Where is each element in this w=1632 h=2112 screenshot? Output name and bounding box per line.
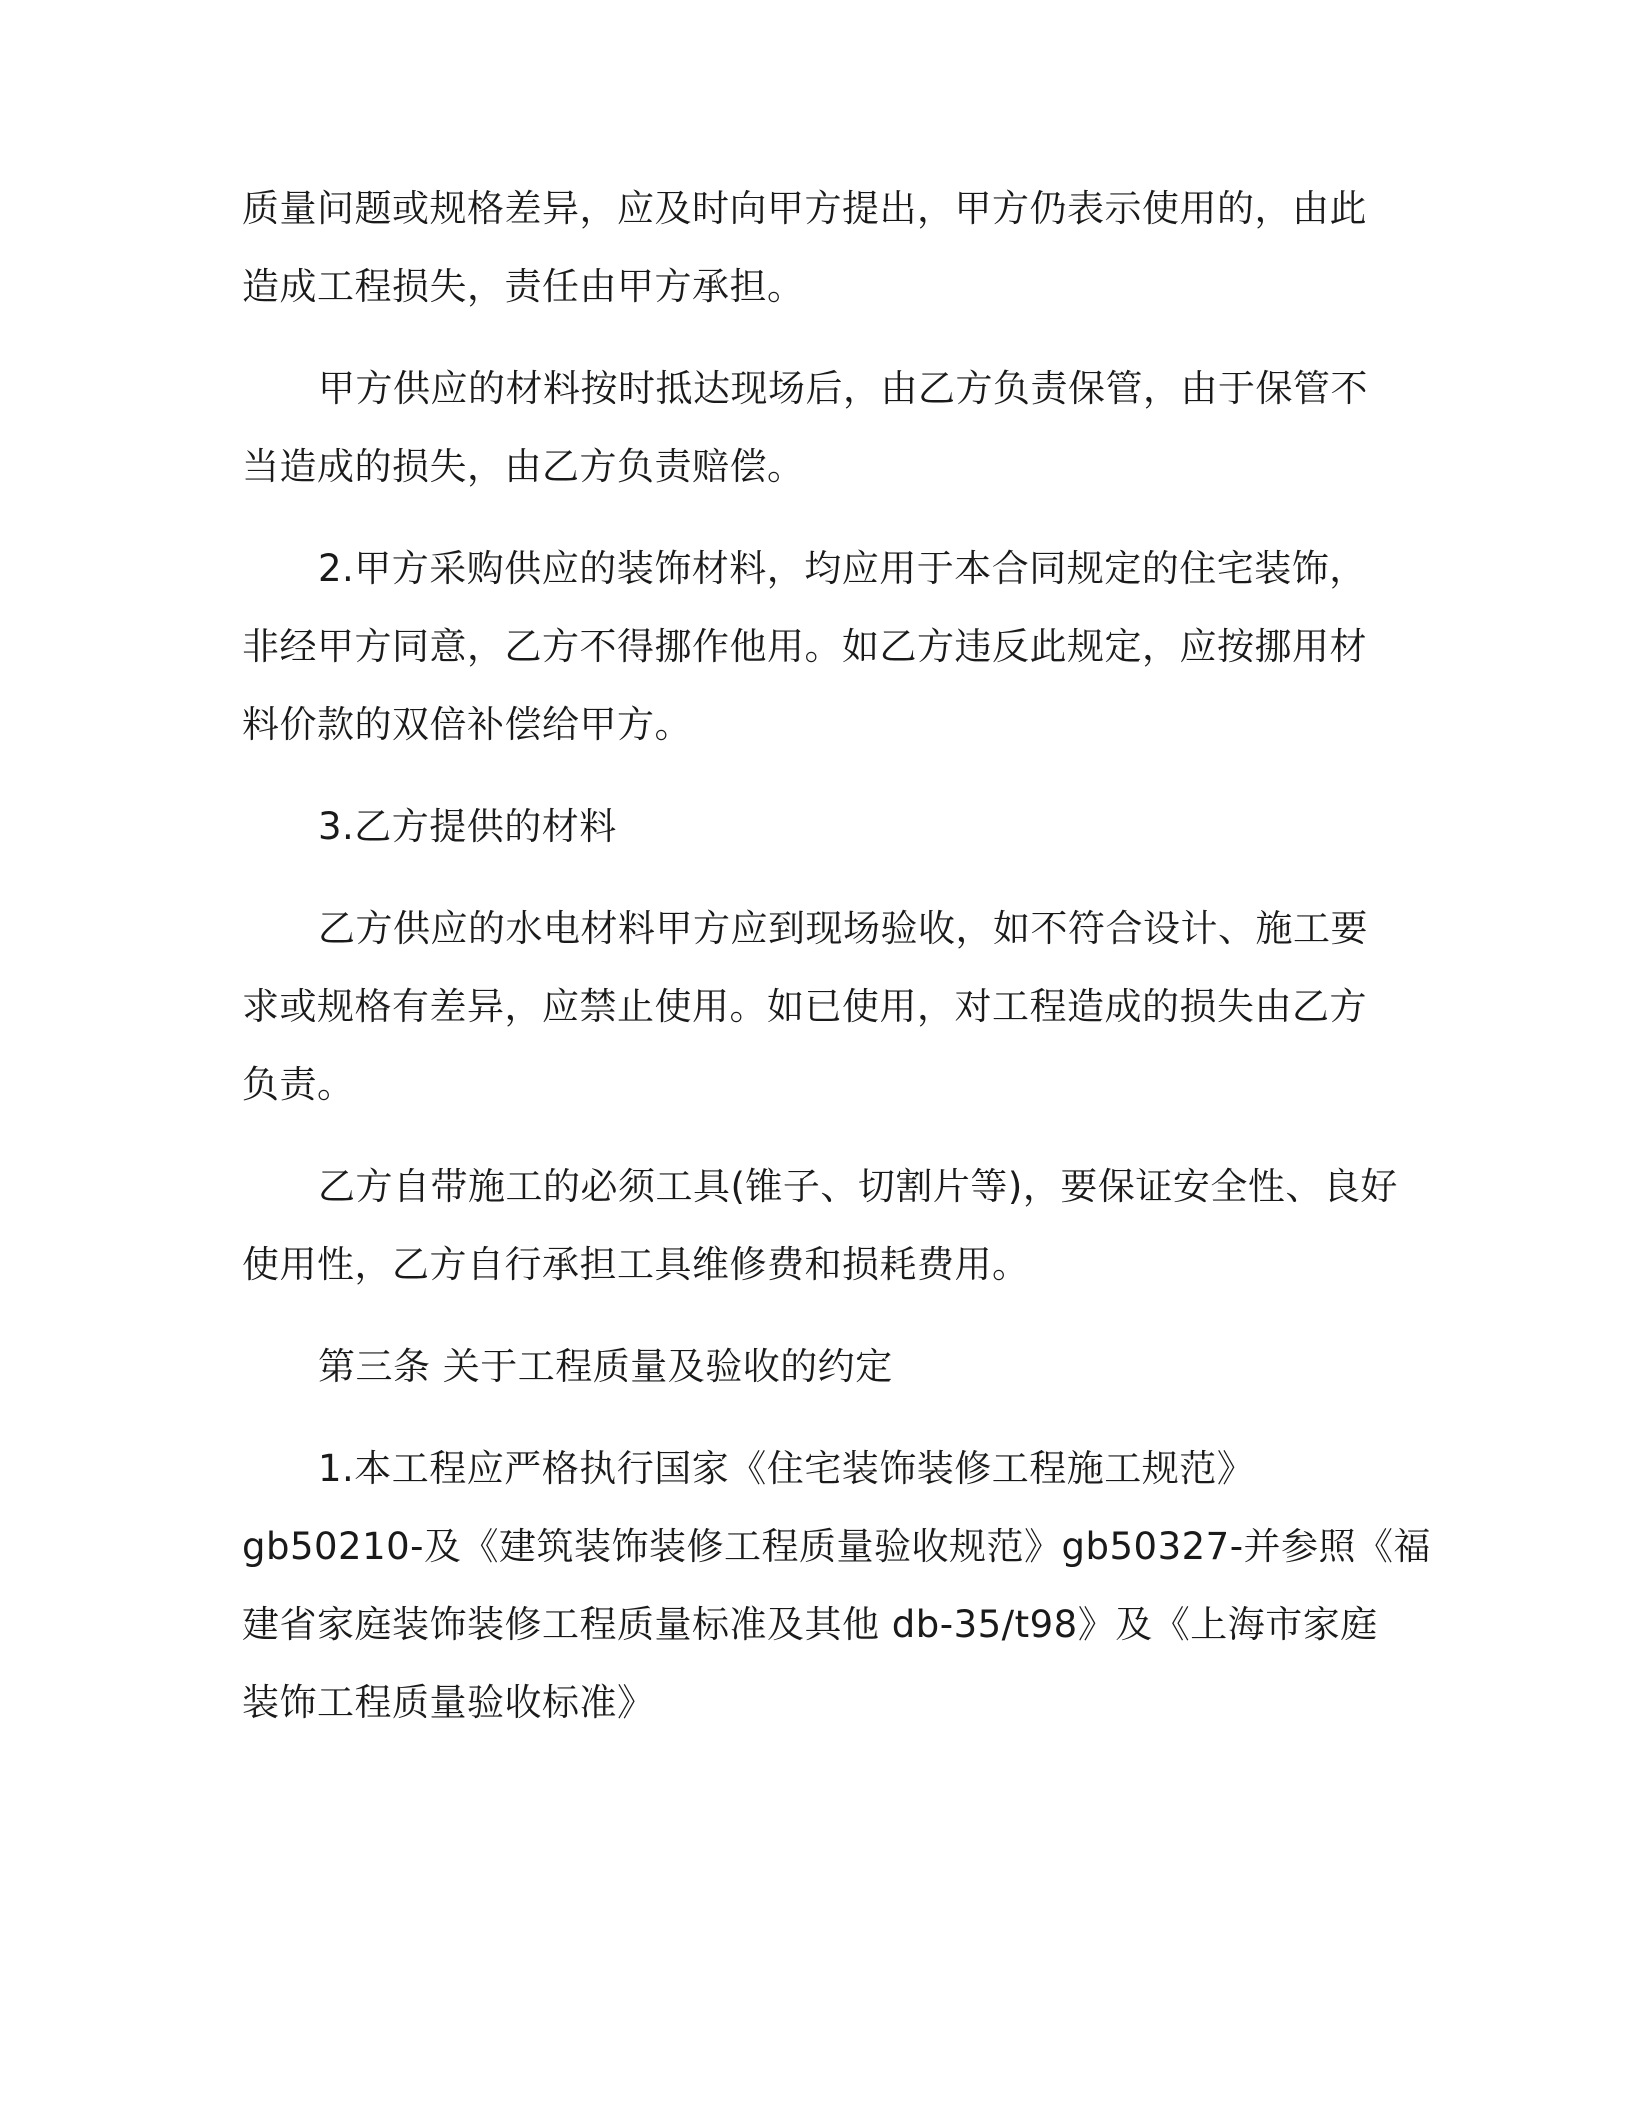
text-line: 乙方自带施工的必须工具(锥子、切割片等)，要保证安全性、良好: [318, 1165, 1398, 1208]
text-line: 非经甲方同意，乙方不得挪作他用。如乙方违反此规定，应按挪用材: [242, 625, 1367, 668]
text-line: 负责。: [242, 1063, 355, 1106]
text-line: 求或规格有差异，应禁止使用。如已使用，对工程造成的损失由乙方: [242, 985, 1367, 1028]
article-heading: 第三条 关于工程质量及验收的约定: [318, 1345, 893, 1388]
text-line: 使用性，乙方自行承担工具维修费和损耗费用。: [242, 1243, 1030, 1286]
text-line: 2.甲方采购供应的装饰材料，均应用于本合同规定的住宅装饰，: [318, 547, 1367, 590]
text-line: gb50210-及《建筑装饰装修工程质量验收规范》gb50327-并参照《福: [242, 1525, 1432, 1568]
text-line: 料价款的双倍补偿给甲方。: [242, 703, 692, 746]
text-line: 造成工程损失，责任由甲方承担。: [242, 265, 805, 308]
text-line: 装饰工程质量验收标准》: [242, 1681, 655, 1724]
text-line: 建省家庭装饰装修工程质量标准及其他 db-35/t98》及《上海市家庭: [242, 1603, 1378, 1646]
text-line: 当造成的损失，由乙方负责赔偿。: [242, 445, 805, 488]
text-line: 1.本工程应严格执行国家《住宅装饰装修工程施工规范》: [318, 1447, 1255, 1490]
section-heading: 3.乙方提供的材料: [318, 805, 617, 848]
text-line: 质量问题或规格差异，应及时向甲方提出，甲方仍表示使用的，由此: [242, 187, 1367, 230]
text-line: 甲方供应的材料按时抵达现场后，由乙方负责保管，由于保管不: [318, 367, 1368, 410]
text-line: 乙方供应的水电材料甲方应到现场验收，如不符合设计、施工要: [318, 907, 1368, 950]
